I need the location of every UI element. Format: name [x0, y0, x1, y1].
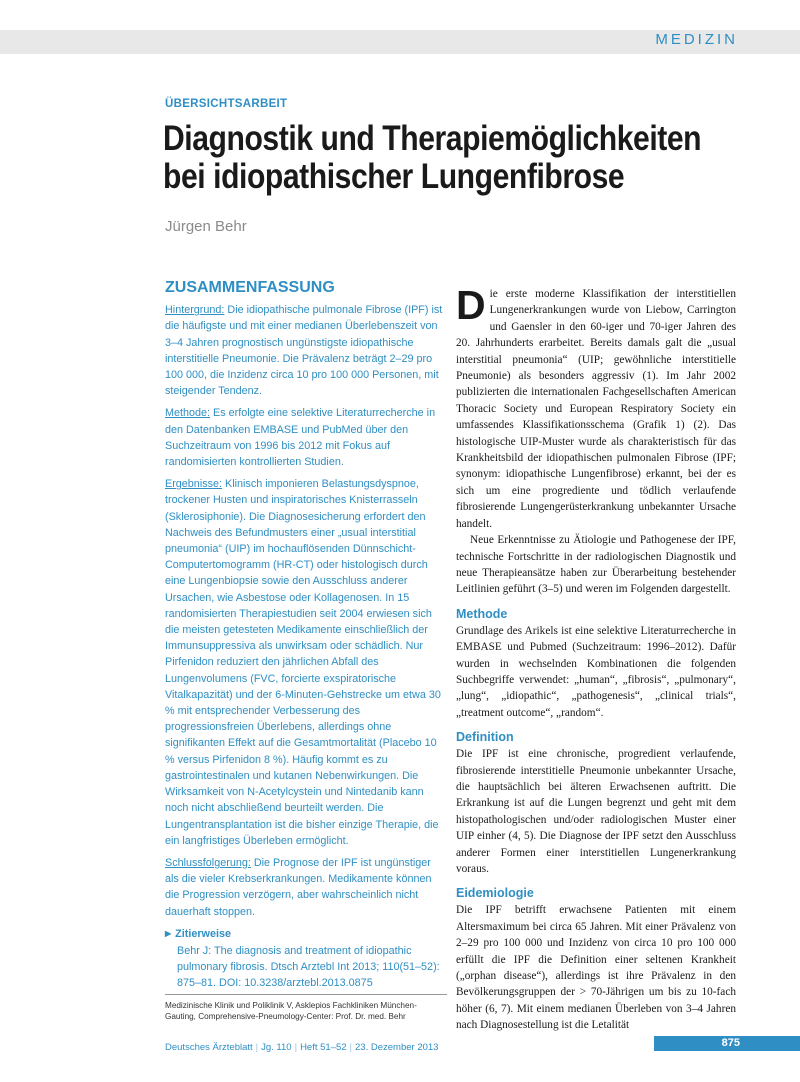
page-number: 875	[721, 1037, 740, 1049]
intro-paragraph-text: ie erste moderne Klassifikation der interstitiellen Lungenerkrankungen wurde von Liebow, Carrington und Gaensler in den 60-iger und 70-iger Jahren des 20. Jahrhunderts erarbeitet. Bereits damals galt die „usual interstitial pneumonia“ (UIP; gewöhnliche interstitielle Pneumonie) als besonders aggressiv (1). Im Jahr 2002 publizierten die internationalen Fachgesellschaften American Thoracic Society und European Respiratory Society ein umfassendes Klassifikationsschema (Grafik 1) (2). Das histologische UIP-Muster wurde als charakteristisch für das Krankheitsbild der idiopathischen pulmonalen Fibrose (IPF; synonym: idiopathische Lungenfibrose) erkannt, bei der es sich um eine progrediente und tödlich verlaufende fibrosierende Lungengerüsterkrankung unbekannter Ursache handelt.	[456, 288, 736, 530]
epidemiology-heading: Eidemiologie	[456, 886, 534, 901]
drop-cap: D	[456, 282, 486, 328]
abstract-method-label: Methode:	[165, 407, 211, 420]
section-label: MEDIZIN	[655, 31, 738, 48]
abstract-method	[165, 405, 447, 470]
abstract-conclusion-label: Schlussfolgerung:	[165, 856, 251, 869]
footer-journal: Deutsches Ärzteblatt	[165, 1042, 253, 1053]
abstract-results-label: Ergebnisse:	[165, 478, 223, 491]
definition-heading: Definition	[456, 730, 514, 745]
abstract-background	[165, 302, 447, 399]
article-title	[163, 119, 702, 196]
epidemiology-paragraph: Die IPF betrifft erwachsene Patienten mit einem Altersmaximum bei circa 65 Jahren. Mit einer Prävalenz von 2–29 pro 100 000 und Inzidenz von circa 10 pro 100 000 erfüllt die IPF die Definition einer seltenen Krankheit („orphan disease“), allerdings ist ihre Prävalenz in den Bevölkerungsgruppen der > 70-Jährigen um bis zu 10-fach höher (6, 7). Mit einem medianen Überleben von 3–4 Jahren nach Diagnosestellung ist die Letalität	[456, 904, 736, 1032]
abstract-heading: ZUSAMMENFASSUNG	[165, 279, 335, 296]
affiliation: Medizinische Klinik und Poliklinik V, Asklepios Fachkliniken München-Gauting, Comprehensive-Pneumology-Center: Prof. Dr. med. Behr	[165, 994, 447, 1022]
abstract-method-text: Es erfolgte eine selektive Literaturrecherche in den Datenbanken EMBASE und PubMed über den Suchzeitraum von 1996 bis 2012 mit Fokus auf randomisierten kontrollierten Studien.	[165, 407, 436, 469]
title-line-1: Diagnostik und Therapiemöglichkeiten	[163, 119, 702, 158]
intro-paragraph-2: Neue Erkenntnisse zu Ätiologie und Pathogenese der IPF, technische Fortschritte in der radiologischen Diagnostik und neue Therapieansätze haben zur Überarbeitung bestehender Leitlinien geführt (3–5) und weren im Folgenden dargestellt.	[456, 534, 736, 596]
abstract-conclusion	[165, 855, 447, 920]
abstract-results-text: Klinisch imponieren Belastungsdyspnoe, trockener Husten und inspiratorisches Knisterrasseln (Sklerosiphonie). Die Diagnosesicherung erfordert den Nachweis des Befundmusters einer „usual interstitial pneumonia“ (UIP) im hochauflösenden Dünnschicht-Computertomogramm (HR-CT) oder histologisch durch eine Lungenbiopsie sowie den Ausschluss anderer Ursachen, wie Asbestose oder Kollagenosen. In 15 randomisierten Therapiestudien seit 2004 erwiesen sich die meisten getesteten Medikamente einschließlich der Immunsuppressiva als unwirksam oder schädlich. Nur Pirfenidon reduziert den jährlichen Abfall des Lungenvolumens (FVC, forcierte exspiratorische Vitalkapazität) und der 6-Minuten-Gehstrecke um etwa 30 % mit entsprechender Verbesserung des progressionsfreien Überlebens, allerdings ohne signifikanten Effekt auf die Gesamtmortalität (Placebo 10 % versus Pirfenidon 8 %). Häufig kommt es zu gastrointestinalen und kutanen Nebenwirkungen. Die Wirksamkeit von N-Acetylcystein und Nintedanib kann noch nicht abschließend beurteilt werden. Die Lungentransplantation ist die bisher einzige Therapie, die ein langfristiges Überleben ermöglicht.	[165, 478, 441, 847]
abstract	[165, 280, 447, 992]
methode-paragraph: Grundlage des Arikels ist eine selektive Literaturrecherche in EMBASE und Pubmed (Suchzeitraum: 1996–2012). Dafür wurden in wechselnden Kombinationen die folgenden Suchbegriffe verwendet: „human“, „fibrosis“, „pulmonary“, „lung“, „idiopathic“, „pathogenesis“, „clinical trials“, „treatment outcome“, „random“.	[456, 624, 736, 719]
author: Jürgen Behr	[165, 218, 247, 235]
abstract-background-label: Hintergrund:	[165, 304, 225, 317]
citation-box	[165, 926, 447, 992]
citation-text: Behr J: The diagnosis and treatment of idiopathic pulmonary fibrosis. Dtsch Arztebl Int 2013; 110(51–52): 875–81. DOI: 10.3238/arztebl.2013.0875	[177, 944, 440, 990]
intro-paragraph	[456, 282, 736, 532]
abstract-background-text: Die idiopathische pulmonale Fibrose (IPF) ist die häufigste und mit einer medianen Überlebenszeit von 3–4 Jahren prognostisch ungünstigste idiopathische interstitielle Pneumonie. Die Prävalenz beträgt 2–29 pro 100 000, die Inzidenz circa 10 pro 100 000 Personen, mit steigender Tendenz.	[165, 304, 443, 398]
abstract-results	[165, 476, 447, 849]
footer: Deutsches Ärzteblatt | Jg. 110 | Heft 51–52 | 23. Dezember 2013	[165, 1042, 439, 1053]
footer-volume: Jg. 110	[261, 1042, 292, 1053]
footer-issue: Heft 51–52	[300, 1042, 347, 1053]
title-line-2: bei idiopathischer Lungenfibrose	[163, 157, 625, 196]
methode-heading: Methode	[456, 606, 508, 621]
definition-paragraph: Die IPF ist eine chronische, progredient verlaufende, fibrosierende interstitielle Pneumonie unbekannter Ursache, die hauptsächlich bei älteren Erwachsenen auftritt. Die Erkrankung ist auf die Lungen begrenzt und geht mit dem histopathologischen und/oder radiologischen Muster einer UIP einher (4, 5). Die Diagnose der IPF setzt den Ausschluss anderer Formen einer interstitiellen Lungenerkrankung voraus.	[456, 748, 736, 875]
body-column	[456, 282, 736, 1034]
footer-date: 23. Dezember 2013	[355, 1042, 439, 1053]
abstract-conclusion-text: Die Prognose der IPF ist ungünstiger als die vieler Krebserkrankungen. Medikamente können die Progression verzögern, aber wahrscheinlich nicht dauerhaft stoppen.	[165, 856, 432, 918]
article-kicker: ÜBERSICHTSARBEIT	[165, 98, 288, 110]
citation-title: ▶ Zitierweise	[165, 926, 447, 943]
